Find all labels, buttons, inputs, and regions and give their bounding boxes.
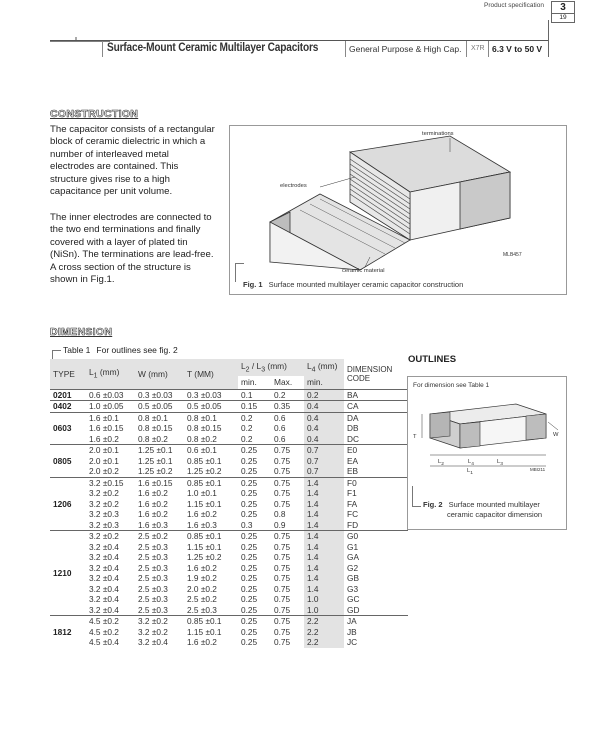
t-cell: 1.6 ±0.2 (187, 637, 217, 647)
header-divider (466, 41, 467, 57)
l2l3-min-cell: 0.2 (241, 433, 253, 444)
l4-min-cell: 1.4 (304, 477, 344, 488)
l2l3-max-cell: 0.75 (274, 604, 291, 615)
table-row (50, 456, 408, 467)
dim-l3-label: $L_3$ (497, 459, 503, 468)
l2l3-max-cell: 0.75 (274, 541, 291, 552)
w-cell: 3.2 ±0.2 (138, 626, 168, 637)
l1-cell: 3.2 ±0.4 (89, 594, 119, 604)
type-group (50, 389, 408, 401)
l4-min-cell: 2.2 (304, 637, 344, 648)
callout-electrodes: electrodes (280, 183, 307, 189)
col-t-header: T (MM) (184, 359, 238, 389)
document-title: Surface-Mount Ceramic Multilayer Capacitors (107, 42, 319, 54)
table-label: Table 1 (63, 345, 91, 355)
l2l3-max-cell: 0.9 (274, 519, 286, 530)
header-divider (345, 41, 346, 57)
table-row (50, 573, 408, 584)
t-cell: 1.15 ±0.1 (187, 626, 222, 637)
table-row (50, 563, 408, 574)
code-cell: F0 (347, 477, 357, 488)
code-cell: GA (347, 552, 359, 562)
l4-min-cell: 1.4 (304, 488, 344, 499)
l2l3-min-cell: 0.25 (241, 531, 258, 541)
code-cell: EB (347, 466, 359, 476)
table-caption-tick (52, 350, 53, 359)
w-cell: 3.2 ±0.4 (138, 637, 168, 647)
l4-min-cell: 1.4 (304, 520, 344, 531)
dim-l1-label: $L_1$ (467, 468, 473, 477)
l2l3-max-cell: 0.75 (274, 594, 291, 604)
l2l3-max-cell: 0.6 (274, 423, 286, 433)
page-total: 19 (552, 13, 574, 22)
w-cell: 1.6 ±0.15 (138, 477, 173, 488)
type-cell: 1812 (53, 626, 72, 637)
l2l3-min-cell: 0.25 (241, 552, 258, 562)
dim-l2-label: $L_2$ (438, 459, 444, 468)
table-row (50, 434, 408, 445)
w-cell: 1.6 ±0.2 (138, 498, 168, 509)
l2l3-min-cell: 0.15 (241, 401, 258, 411)
t-cell: 2.0 ±0.2 (187, 583, 217, 594)
figure-2-label: Fig. 2 (423, 500, 443, 509)
code-cell: DB (347, 423, 359, 433)
table-row (50, 499, 408, 510)
code-cell: CA (347, 401, 359, 411)
document-subtitle: General Purpose & High Cap. (349, 44, 462, 54)
code-cell: BA (347, 389, 359, 400)
w-cell: 2.5 ±0.3 (138, 562, 168, 573)
type-group (50, 616, 408, 648)
col-l2l3-min: min. (238, 376, 271, 389)
t-cell: 0.8 ±0.2 (187, 433, 217, 444)
l4-min-cell: 1.4 (304, 509, 344, 520)
type-group (50, 477, 408, 531)
figure-2-caption (423, 500, 542, 520)
l1-cell: 3.2 ±0.15 (89, 477, 124, 488)
construction-heading: CONSTRUCTION (50, 108, 139, 120)
w-cell: 1.25 ±0.1 (138, 445, 173, 455)
table-row (50, 488, 408, 499)
table-row (50, 552, 408, 563)
l1-cell: 2.0 ±0.2 (89, 466, 119, 476)
l1-cell: 3.2 ±0.4 (89, 583, 119, 594)
l2l3-min-cell: 0.25 (241, 573, 258, 583)
l2l3-min-cell: 0.25 (241, 509, 258, 519)
w-cell: 3.2 ±0.2 (138, 616, 168, 626)
l1-cell: 0.6 ±0.03 (89, 389, 124, 400)
l4-min-cell: 1.4 (304, 531, 344, 542)
t-cell: 1.25 ±0.2 (187, 466, 222, 476)
dimension-table (50, 359, 408, 648)
header-rule (50, 40, 548, 41)
w-cell: 0.8 ±0.15 (138, 423, 173, 433)
t-cell: 0.85 ±0.1 (187, 531, 222, 541)
page-number: 3 (560, 2, 566, 13)
w-cell: 1.6 ±0.3 (138, 519, 168, 530)
l2l3-max-cell: 0.6 (274, 433, 286, 444)
l1-cell: 3.2 ±0.3 (89, 519, 119, 530)
l4-min-cell: 2.2 (304, 627, 344, 638)
code-cell: G0 (347, 531, 359, 541)
figure-2-caption-line-1: Surface mounted multilayer (448, 500, 540, 509)
l2l3-min-cell: 0.25 (241, 488, 258, 498)
l4-min-cell: 1.0 (304, 594, 344, 605)
l2l3-min-cell: 0.25 (241, 466, 258, 476)
code-cell: GC (347, 594, 360, 604)
construction-paragraph-1: The capacitor consists of a rectangular block of ceramic dielectric in which a number of interleaved metal electrodes are contained. This structure gives rise to a high capacitance per unit volume. (50, 124, 215, 198)
l2l3-max-cell: 0.75 (274, 498, 291, 509)
table-note: For outlines see fig. 2 (96, 345, 178, 355)
l2l3-min-cell: 0.25 (241, 498, 258, 509)
type-group (50, 401, 408, 413)
col-l2l3-header: $L_2 / L_3$ (mm) (238, 359, 304, 376)
l2l3-min-cell: 0.25 (241, 583, 258, 594)
l2l3-min-cell: 0.25 (241, 637, 258, 647)
l2l3-min-cell: 0.1 (241, 389, 253, 400)
l2l3-max-cell: 0.75 (274, 531, 291, 541)
l2l3-max-cell: 0.75 (274, 616, 291, 626)
l2l3-max-cell: 0.6 (274, 412, 286, 423)
construction-paragraph-2: The inner electrodes are connected to the two end terminations and finally covered with a layer of plated tin (NiSn). The terminations are lead-free. A cross section of the structure is shown in Fig.1. (50, 212, 214, 286)
l1-cell: 1.0 ±0.05 (89, 401, 124, 411)
code-cell: FD (347, 519, 359, 530)
header-divider (488, 41, 489, 57)
l2l3-min-cell: 0.25 (241, 594, 258, 604)
t-cell: 1.6 ±0.3 (187, 519, 217, 530)
table-row (50, 466, 408, 477)
l1-cell: 3.2 ±0.4 (89, 562, 119, 573)
t-cell: 1.15 ±0.1 (187, 498, 222, 509)
l2l3-min-cell: 0.2 (241, 412, 253, 423)
l2l3-max-cell: 0.2 (274, 389, 286, 400)
l2l3-max-cell: 0.75 (274, 583, 291, 594)
t-cell: 1.25 ±0.2 (187, 552, 222, 562)
col-l1-header: $L_1$ (mm) (86, 359, 135, 389)
t-cell: 0.85 ±0.1 (187, 616, 222, 626)
l2l3-min-cell: 0.25 (241, 541, 258, 552)
l4-min-cell: 1.4 (304, 552, 344, 563)
dielectric-label: X7R (471, 45, 485, 52)
t-cell: 2.5 ±0.2 (187, 594, 217, 604)
table-row (50, 477, 408, 488)
col-l4-header: $L_4$ (mm) (304, 359, 344, 376)
voltage-range: 6.3 V to 50 V (492, 44, 543, 54)
w-cell: 1.6 ±0.2 (138, 488, 168, 498)
dim-t-label: T (413, 434, 417, 440)
l2l3-max-cell: 0.75 (274, 637, 291, 647)
l1-cell: 2.0 ±0.1 (89, 455, 119, 466)
l2l3-min-cell: 0.25 (241, 445, 258, 455)
l2l3-max-cell: 0.75 (274, 562, 291, 573)
l2l3-max-cell: 0.75 (274, 445, 291, 455)
l1-cell: 3.2 ±0.2 (89, 531, 119, 541)
w-cell: 2.5 ±0.3 (138, 594, 168, 604)
t-cell: 0.5 ±0.05 (187, 401, 222, 411)
w-cell: 1.25 ±0.2 (138, 466, 173, 476)
w-cell: 1.6 ±0.2 (138, 509, 168, 519)
w-cell: 2.5 ±0.2 (138, 531, 168, 541)
figure-1-code: MLB457 (503, 252, 522, 258)
l2l3-max-cell: 0.75 (274, 488, 291, 498)
l4-min-cell: 1.0 (304, 605, 344, 616)
dimension-heading: DIMENSION (50, 326, 113, 338)
code-cell: DC (347, 433, 359, 444)
code-cell: F1 (347, 488, 357, 498)
l2l3-min-cell: 0.25 (241, 477, 258, 488)
l4-min-cell: 1.4 (304, 499, 344, 510)
l4-min-cell: 1.4 (304, 563, 344, 574)
w-cell: 2.5 ±0.3 (138, 552, 168, 562)
l2l3-min-cell: 0.25 (241, 455, 258, 466)
l2l3-max-cell: 0.75 (274, 626, 291, 637)
l4-min-cell: 0.7 (304, 445, 344, 456)
table-row (50, 389, 408, 401)
col-code-header: DIMENSION CODE (344, 359, 408, 389)
w-cell: 2.5 ±0.3 (138, 583, 168, 594)
w-cell: 0.8 ±0.2 (138, 433, 168, 444)
t-cell: 2.5 ±0.3 (187, 604, 217, 615)
table-row (50, 627, 408, 638)
t-cell: 0.8 ±0.15 (187, 423, 222, 433)
w-cell: 0.5 ±0.05 (138, 401, 173, 411)
l4-min-cell: 0.7 (304, 466, 344, 477)
w-cell: 2.5 ±0.3 (138, 573, 168, 583)
l4-min-cell: 0.4 (304, 412, 344, 423)
l2l3-max-cell: 0.75 (274, 466, 291, 476)
l2l3-max-cell: 0.75 (274, 552, 291, 562)
l2l3-max-cell: 0.35 (274, 401, 291, 411)
l1-cell: 3.2 ±0.2 (89, 488, 119, 498)
l2l3-max-cell: 0.75 (274, 455, 291, 466)
figure-1-caption (243, 280, 463, 289)
t-cell: 0.6 ±0.1 (187, 445, 217, 455)
l4-min-cell: 2.2 (304, 616, 344, 627)
type-cell: 1206 (53, 498, 72, 509)
code-cell: EA (347, 455, 359, 466)
code-cell: DA (347, 412, 359, 423)
l2l3-min-cell: 0.25 (241, 604, 258, 615)
l4-min-cell: 0.7 (304, 456, 344, 467)
type-cell: 0805 (53, 455, 72, 466)
type-cell: 0402 (53, 401, 72, 411)
type-cell: 0603 (53, 423, 72, 433)
code-cell: FA (347, 498, 358, 509)
t-cell: 0.8 ±0.1 (187, 412, 217, 423)
table-row (50, 637, 408, 648)
l1-cell: 1.6 ±0.2 (89, 433, 119, 444)
code-cell: JC (347, 637, 358, 647)
l4-min-cell: 0.2 (304, 389, 344, 401)
l2l3-max-cell: 0.75 (274, 477, 291, 488)
code-cell: GD (347, 604, 360, 615)
dim-l4-label: $L_4$ (468, 459, 474, 468)
code-cell: FC (347, 509, 359, 519)
l1-cell: 2.0 ±0.1 (89, 445, 119, 455)
table-row (50, 616, 408, 627)
t-cell: 1.9 ±0.2 (187, 573, 217, 583)
l2l3-min-cell: 0.3 (241, 519, 253, 530)
table-row (50, 412, 408, 423)
w-cell: 0.3 ±0.03 (138, 389, 173, 400)
l2l3-max-cell: 0.75 (274, 573, 291, 583)
figure-1-label: Fig. 1 (243, 280, 263, 289)
l1-cell: 3.2 ±0.2 (89, 498, 119, 509)
col-w-header: W (mm) (135, 359, 184, 389)
l1-cell: 3.2 ±0.3 (89, 509, 119, 519)
table-row (50, 423, 408, 434)
l1-cell: 1.6 ±0.1 (89, 412, 119, 423)
table-row (50, 445, 408, 456)
l1-cell: 3.2 ±0.4 (89, 541, 119, 552)
table-row (50, 594, 408, 605)
type-cell: 0201 (53, 389, 72, 400)
table-row (50, 401, 408, 413)
t-cell: 0.85 ±0.1 (187, 455, 222, 466)
code-cell: JA (347, 616, 357, 626)
header-divider (102, 41, 103, 57)
l2l3-min-cell: 0.2 (241, 423, 253, 433)
code-cell: G3 (347, 583, 359, 594)
figure-2-code: MBI211 (530, 467, 546, 472)
type-group (50, 412, 408, 445)
table-caption-rule (52, 350, 61, 351)
figure-2-caption-bracket (412, 486, 421, 507)
col-l4-min: min. (304, 376, 344, 389)
t-cell: 1.6 ±0.2 (187, 562, 217, 573)
table-row (50, 584, 408, 595)
l2l3-max-cell: 0.8 (274, 509, 286, 519)
page-number-box (551, 1, 575, 23)
l1-cell: 4.5 ±0.2 (89, 626, 119, 637)
outlines-heading: OUTLINES (408, 354, 457, 365)
w-cell: 2.5 ±0.3 (138, 604, 168, 615)
figure-1-caption-text: Surface mounted multilayer ceramic capacitor construction (268, 280, 464, 289)
l2l3-min-cell: 0.25 (241, 562, 258, 573)
l1-cell: 1.6 ±0.15 (89, 423, 124, 433)
t-cell: 0.3 ±0.03 (187, 389, 222, 400)
w-cell: 1.25 ±0.1 (138, 455, 173, 466)
figure-2-caption-line-2: ceramic capacitor dimension (447, 510, 543, 519)
code-cell: GB (347, 573, 359, 583)
table-row (50, 605, 408, 616)
l1-cell: 3.2 ±0.4 (89, 552, 119, 562)
l2l3-min-cell: 0.25 (241, 626, 258, 637)
product-spec-label: Product specification (484, 2, 544, 9)
l1-cell: 3.2 ±0.4 (89, 604, 119, 615)
l1-cell: 3.2 ±0.4 (89, 573, 119, 583)
code-cell: E0 (347, 445, 358, 455)
figure-2-note: For dimension see Table 1 (413, 382, 490, 389)
table-row (50, 509, 408, 520)
t-cell: 1.0 ±0.1 (187, 488, 217, 498)
w-cell: 2.5 ±0.3 (138, 541, 168, 552)
t-cell: 1.15 ±0.1 (187, 541, 222, 552)
capacitor-construction-illustration (260, 132, 560, 272)
l4-min-cell: 1.4 (304, 584, 344, 595)
t-cell: 1.6 ±0.2 (187, 509, 217, 519)
table-row (50, 542, 408, 553)
table-caption (63, 345, 178, 355)
code-cell: JB (347, 626, 357, 637)
l4-min-cell: 1.4 (304, 542, 344, 553)
col-type-header: TYPE (50, 359, 86, 389)
l4-min-cell: 1.4 (304, 573, 344, 584)
t-cell: 0.85 ±0.1 (187, 477, 222, 488)
type-group (50, 445, 408, 478)
l4-min-cell: 0.4 (304, 423, 344, 434)
callout-ceramic-material: ceramic material (342, 268, 385, 274)
l4-min-cell: 0.4 (304, 434, 344, 445)
code-cell: G2 (347, 562, 359, 573)
col-l2l3-max: Max. (271, 376, 304, 389)
code-cell: G1 (347, 541, 359, 552)
w-cell: 0.8 ±0.1 (138, 412, 168, 423)
dim-w-label: W (553, 432, 559, 438)
l2l3-min-cell: 0.25 (241, 616, 258, 626)
table-row (50, 520, 408, 531)
table-row (50, 531, 408, 542)
type-group (50, 531, 408, 616)
l4-min-cell: 0.4 (304, 401, 344, 413)
l1-cell: 4.5 ±0.2 (89, 616, 119, 626)
l1-cell: 4.5 ±0.4 (89, 637, 119, 647)
type-cell: 1210 (53, 567, 72, 578)
callout-terminations: terminations (422, 131, 454, 137)
header-divider (548, 20, 549, 57)
